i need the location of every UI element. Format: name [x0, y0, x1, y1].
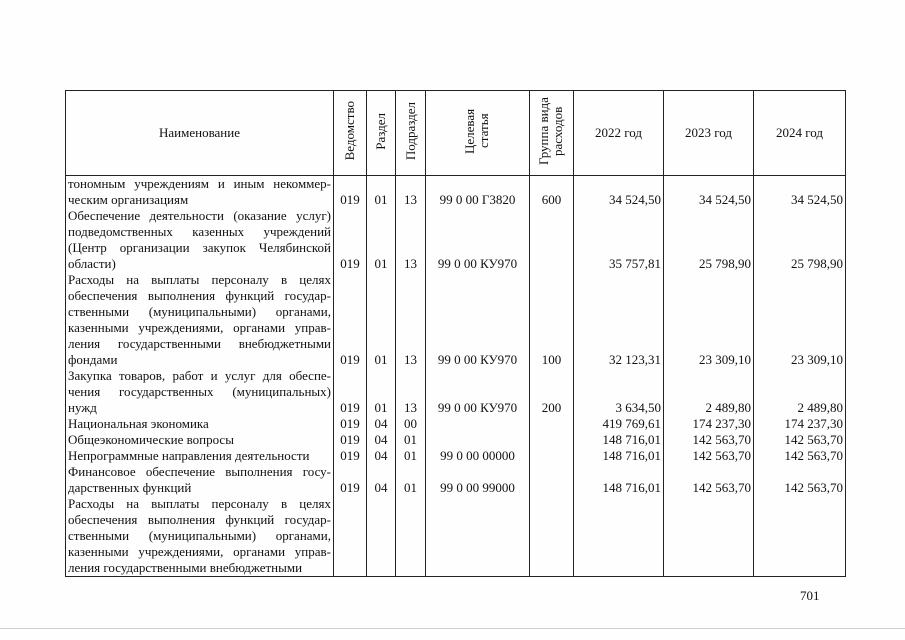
cell-2022: 148 716,01 [574, 464, 664, 496]
cell-2024 [754, 496, 846, 577]
cell-razdel: 01 [367, 176, 396, 209]
cell-target [426, 432, 530, 448]
cell-podrazdel: 01 [396, 448, 426, 464]
cell-podrazdel: 01 [396, 464, 426, 496]
cell-razdel: 04 [367, 416, 396, 432]
cell-razdel: 01 [367, 208, 396, 272]
cell-group [530, 496, 574, 577]
cell-podrazdel: 13 [396, 272, 426, 368]
col-header-name: Наименование [66, 91, 334, 176]
col-header-target: Целевая статья [426, 91, 530, 176]
cell-vedomstvo: 019 [334, 272, 367, 368]
col-header-2023: 2023 год [664, 91, 754, 176]
cell-2023: 23 309,10 [664, 272, 754, 368]
cell-2022 [574, 496, 664, 577]
cell-group: 100 [530, 272, 574, 368]
cell-2023: 2 489,80 [664, 368, 754, 416]
table-row [66, 208, 846, 272]
table-row [66, 368, 846, 416]
cell-2022: 35 757,81 [574, 208, 664, 272]
cell-podrazdel: 01 [396, 432, 426, 448]
cell-name: Общеэкономические вопросы [66, 432, 334, 448]
cell-razdel: 04 [367, 432, 396, 448]
cell-target: 99 0 00 КУ970 [426, 272, 530, 368]
col-header-2024: 2024 год [754, 91, 846, 176]
cell-podrazdel: 13 [396, 368, 426, 416]
table-row [66, 448, 846, 464]
cell-2023: 174 237,30 [664, 416, 754, 432]
cell-target: 99 0 00 КУ970 [426, 208, 530, 272]
cell-2022: 32 123,31 [574, 272, 664, 368]
cell-name: Непрограммные направления деятельности [66, 448, 334, 464]
cell-name: Расходы на выплаты персоналу в целях обеспечения выполнения функций государ-ственными (муниципальными) органами, казенными учреждениями, органами управ-ления государственными внебюджетными фондами [66, 272, 334, 368]
cell-podrazdel: 00 [396, 416, 426, 432]
cell-group: 600 [530, 176, 574, 209]
cell-2023: 25 798,90 [664, 208, 754, 272]
cell-name: Обеспечение деятельности (оказание услуг) подведомственных казенных учреждений (Центр организации закупок Челябинской области) [66, 208, 334, 272]
budget-table [65, 90, 846, 577]
cell-name: Расходы на выплаты персоналу в целях обеспечения выполнения функций государ-ственными (муниципальными) органами, казенными учреждениями, органами управ-ления государственными внебюджетными [66, 496, 334, 577]
col-header-group: Группа вида расходов [530, 91, 574, 176]
table-row [66, 176, 846, 209]
cell-group [530, 464, 574, 496]
cell-2023 [664, 496, 754, 577]
cell-podrazdel [396, 496, 426, 577]
cell-target: 99 0 00 99000 [426, 464, 530, 496]
cell-2022: 419 769,61 [574, 416, 664, 432]
cell-vedomstvo: 019 [334, 448, 367, 464]
cell-vedomstvo: 019 [334, 464, 367, 496]
table-row [66, 496, 846, 577]
cell-group [530, 432, 574, 448]
col-header-vedomstvo: Ведомство [334, 91, 367, 176]
cell-2024: 142 563,70 [754, 464, 846, 496]
table-row [66, 416, 846, 432]
cell-group: 200 [530, 368, 574, 416]
cell-razdel: 01 [367, 272, 396, 368]
cell-target [426, 416, 530, 432]
cell-target [426, 496, 530, 577]
cell-2023: 142 563,70 [664, 448, 754, 464]
cell-2024: 23 309,10 [754, 272, 846, 368]
cell-target: 99 0 00 00000 [426, 448, 530, 464]
cell-2024: 34 524,50 [754, 176, 846, 209]
cell-2024: 2 489,80 [754, 368, 846, 416]
cell-2024: 25 798,90 [754, 208, 846, 272]
cell-2023: 142 563,70 [664, 432, 754, 448]
table-row [66, 432, 846, 448]
cell-2022: 3 634,50 [574, 368, 664, 416]
cell-name: Финансовое обеспечение выполнения госу-дарственных функций [66, 464, 334, 496]
table-row [66, 272, 846, 368]
cell-vedomstvo: 019 [334, 416, 367, 432]
cell-2024: 142 563,70 [754, 448, 846, 464]
cell-target: 99 0 00 КУ970 [426, 368, 530, 416]
cell-razdel [367, 496, 396, 577]
cell-2022: 34 524,50 [574, 176, 664, 209]
cell-target: 99 0 00 Г3820 [426, 176, 530, 209]
cell-vedomstvo: 019 [334, 208, 367, 272]
cell-razdel: 04 [367, 448, 396, 464]
cell-vedomstvo: 019 [334, 432, 367, 448]
cell-razdel: 01 [367, 368, 396, 416]
col-header-razdel: Раздел [367, 91, 396, 176]
cell-vedomstvo [334, 496, 367, 577]
col-header-podrazdel: Подраздел [396, 91, 426, 176]
col-header-2022: 2022 год [574, 91, 664, 176]
cell-razdel: 04 [367, 464, 396, 496]
cell-podrazdel: 13 [396, 208, 426, 272]
cell-podrazdel: 13 [396, 176, 426, 209]
cell-2023: 142 563,70 [664, 464, 754, 496]
cell-2022: 148 716,01 [574, 448, 664, 464]
page-number: 701 [800, 588, 820, 603]
table-header-row [66, 91, 846, 176]
cell-group [530, 208, 574, 272]
cell-group [530, 448, 574, 464]
table-row [66, 464, 846, 496]
cell-name: тономным учреждениям и иным некоммер-ческим организациям [66, 176, 334, 209]
page-edge-divider [0, 628, 905, 629]
cell-group [530, 416, 574, 432]
cell-2023: 34 524,50 [664, 176, 754, 209]
table-body [66, 176, 846, 577]
cell-2024: 142 563,70 [754, 432, 846, 448]
cell-name: Национальная экономика [66, 416, 334, 432]
cell-vedomstvo: 019 [334, 368, 367, 416]
cell-vedomstvo: 019 [334, 176, 367, 209]
cell-2022: 148 716,01 [574, 432, 664, 448]
cell-name: Закупка товаров, работ и услуг для обеспе-чения государственных (муниципальных) нужд [66, 368, 334, 416]
cell-2024: 174 237,30 [754, 416, 846, 432]
